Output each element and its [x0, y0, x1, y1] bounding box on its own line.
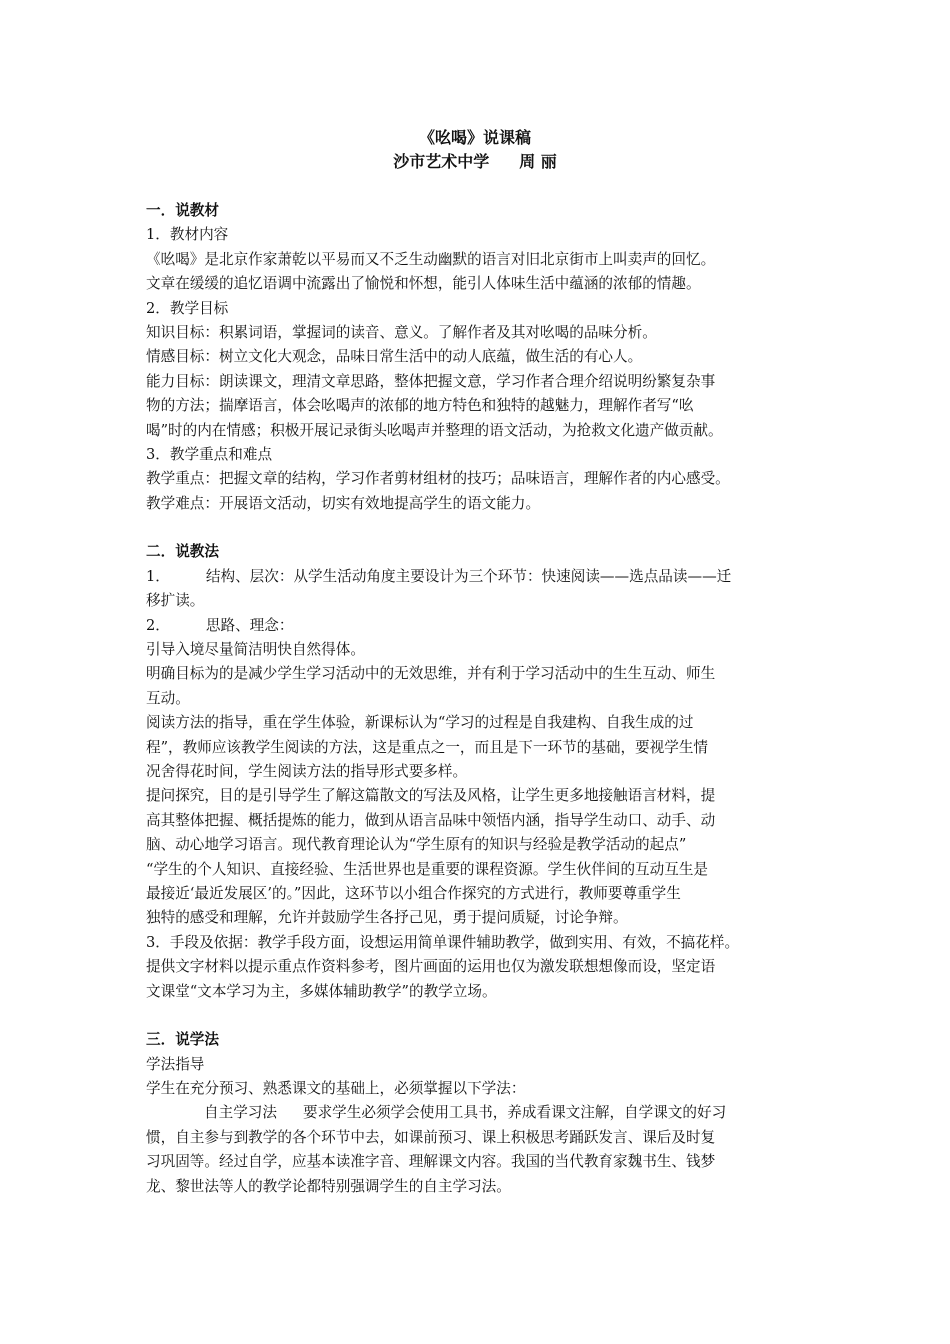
section-heading: 二．说教法 [146, 543, 219, 561]
paragraph-line: 习巩固等。经过自学，应基本读准字音、理解课文内容。我国的当代教育家魏书生、钱梦 [146, 1153, 716, 1171]
list-number: 2． [146, 616, 170, 634]
paragraph-line: 《吆喝》是北京作家萧乾以平易而又不乏生动幽默的语言对旧北京街市上叫卖声的回忆。 [146, 250, 716, 268]
paragraph-line: 独特的感受和理解，允许并鼓励学生各抒己见，勇于提问质疑，讨论争辩。 [146, 909, 628, 927]
paragraph-line: 喝”时的内在情感；积极开展记录街头吆喝声并整理的语文活动，为抢救文化遗产做贡献。 [146, 421, 723, 439]
paragraph-line: 能力目标：朗读课文，理清文章思路，整体把握文意，学习作者合理介绍说明纷繁复杂事 [146, 372, 716, 390]
subheading: 1．教材内容 [146, 226, 229, 244]
paragraph-line: “学生的个人知识、直接经验、生活世界也是重要的课程资源。学生伙伴间的互动互生是 [146, 860, 709, 878]
paragraph-line: 情感目标：树立文化大观念，品味日常生活中的动人底蕴，做生活的有心人。 [146, 348, 643, 366]
paragraph-line: 互动。 [146, 689, 190, 707]
section-heading: 一．说教材 [146, 202, 219, 219]
paragraph-line [146, 614, 826, 638]
method-name: 自主学习法 [204, 1104, 277, 1122]
list-text: 结构、层次：从学生活动角度主要设计为三个环节：快速阅读——选点品读——迁 [205, 567, 732, 585]
paragraph-line: 脑、动心地学习语言。现代教育理论认为“学生原有的知识与经验是教学活动的起点” [146, 836, 687, 854]
paragraph-line: 提问探究，目的是引导学生了解这篇散文的写法及风格，让学生更多地接触语言材料，提 [146, 787, 716, 805]
blank-line [146, 1004, 826, 1028]
paragraph-line: 引导入境尽量简洁明快自然得体。 [146, 641, 365, 659]
paragraph-line: 明确目标为的是减少学生学习活动中的无效思维，并有利于学习活动中的生生互动、师生 [146, 665, 716, 683]
method-text: 要求学生必须学会使用工具书，养成看课文注解，自学课文的好习 [302, 1104, 727, 1122]
list-number: 1． [146, 567, 170, 585]
paragraph-line: 3．手段及依据：教学手段方面，设想运用简单课件辅助教学，做到实用、有效，不搞花样。 [146, 933, 740, 951]
author-school: 沙市艺术中学 [393, 152, 490, 171]
document-title: 《吆喝》说课稿 [418, 128, 531, 147]
subheading: 学法指导 [146, 1055, 205, 1073]
document-body [146, 199, 826, 1199]
paragraph-line [146, 565, 826, 589]
paragraph-line [146, 1101, 826, 1125]
paragraph-line: 文课堂“文本学习为主，多媒体辅助教学”的教学立场。 [146, 982, 497, 1000]
document-byline [0, 151, 950, 173]
list-text: 思路、理念： [205, 616, 294, 634]
paragraph-line: 惯，自主参与到教学的各个环节中去，如课前预习、课上积极思考踊跃发言、课后及时复 [146, 1128, 716, 1146]
paragraph-line: 况舍得花时间，学生阅读方法的指导形式要多样。 [146, 762, 468, 780]
paragraph-line: 高其整体把握、概括提炼的能力，做到从语言品味中领悟内涵，指导学生动口、动手、动 [146, 811, 716, 829]
section-heading: 三．说学法 [146, 1031, 219, 1049]
paragraph-line: 程”，教师应该教学生阅读的方法，这是重点之一，而且是下一环节的基础，要视学生情 [146, 738, 709, 756]
paragraph-line: 教学难点：开展语文活动，切实有效地提高学生的语文能力。 [146, 494, 541, 512]
paragraph-line: 移扩读。 [146, 592, 205, 610]
paragraph-line: 文章在缓缓的追忆语调中流露出了愉悦和怀想，能引人体味生活中蕴涵的浓郁的情趣。 [146, 275, 701, 293]
paragraph-line: 物的方法；揣摩语言，体会吆喝声的浓郁的地方特色和独特的越魅力，理解作者写“吆 [146, 397, 694, 415]
author-name: 周 丽 [519, 152, 557, 171]
paragraph-line: 最接近‘最近发展区’的。”因此，这环节以小组合作探究的方式进行，教师要尊重学生 [146, 884, 681, 902]
blank-line [146, 516, 826, 540]
paragraph-line: 知识目标：积累词语，掌握词的读音、意义。了解作者及其对吆喝的品味分析。 [146, 323, 657, 341]
subheading: 3．教学重点和难点 [146, 445, 273, 463]
paragraph-line: 阅读方法的指导，重在学生体验，新课标认为“学习的过程是自我建构、自我生成的过 [146, 714, 694, 732]
paragraph-line: 龙、黎世法等人的教学论都特别强调学生的自主学习法。 [146, 1177, 511, 1195]
paragraph-line: 提供文字材料以提示重点作资料参考，图片画面的运用也仅为激发联想想像而设，坚定语 [146, 958, 716, 976]
paragraph-line: 教学重点：把握文章的结构，学习作者剪材组材的技巧；品味语言，理解作者的内心感受。 [146, 470, 730, 488]
paragraph-line: 学生在充分预习、熟悉课文的基础上，必须掌握以下学法： [146, 1080, 526, 1098]
subheading: 2．教学目标 [146, 299, 229, 317]
